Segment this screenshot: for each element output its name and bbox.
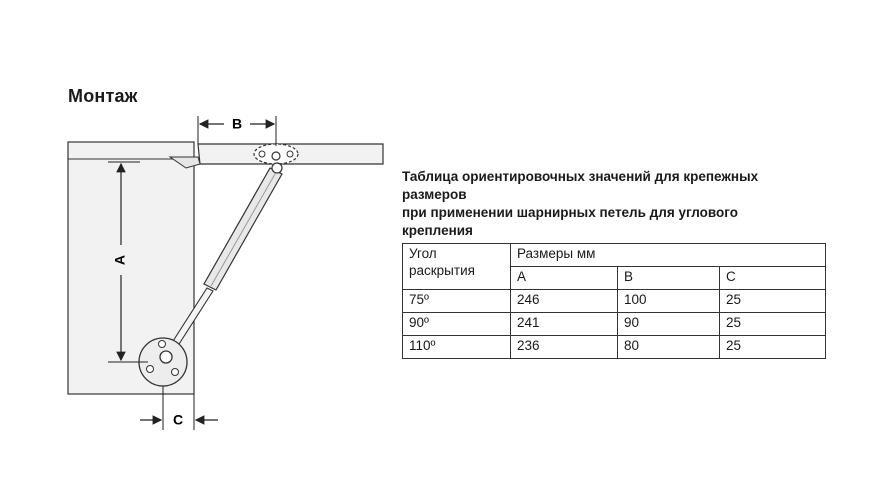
- table-row: [403, 290, 826, 313]
- caption-line: при применении шарнирных петель для углового: [402, 205, 738, 220]
- dim-a-label: A: [111, 254, 128, 266]
- angle-cell: 75º: [403, 290, 511, 313]
- gas-strut-highlight: [211, 174, 275, 286]
- b-cell: 100: [618, 290, 720, 313]
- dim-b-label: B: [231, 115, 243, 132]
- angle-cell: 90º: [403, 313, 511, 336]
- a-cell: 236: [511, 336, 618, 359]
- angle-header-cell: [403, 244, 511, 290]
- c-cell: 25: [720, 313, 826, 336]
- table-row: [403, 313, 826, 336]
- top-bracket-pivot: [272, 152, 280, 160]
- b-cell: 80: [618, 336, 720, 359]
- table-row: [403, 336, 826, 359]
- top-bracket-screw-right: [287, 151, 293, 157]
- bottom-bracket-hole-left: [147, 366, 154, 373]
- caption-line: крепления: [402, 223, 473, 238]
- caption-line: размеров: [402, 187, 467, 202]
- top-bracket-screw-left: [259, 151, 265, 157]
- b-cell: 90: [618, 313, 720, 336]
- c-cell: 25: [720, 290, 826, 313]
- col-a-header: A: [511, 267, 618, 290]
- caption-line: Таблица ориентировочных значений для крепежных: [402, 169, 759, 184]
- bottom-bracket-hole-right: [172, 369, 179, 376]
- page-title: Монтаж: [68, 86, 138, 106]
- angle-header-line2: раскрытия: [409, 263, 475, 278]
- bottom-bracket-hole-top: [159, 341, 166, 348]
- a-cell: 246: [511, 290, 618, 313]
- angle-cell: 110º: [403, 336, 511, 359]
- gas-strut-end: [272, 163, 282, 173]
- bottom-bracket-pivot: [160, 351, 172, 363]
- dimensions-table: [402, 243, 826, 359]
- col-c-header: C: [720, 267, 826, 290]
- sizes-header-cell: Размеры мм: [511, 244, 826, 267]
- table-header-row: [403, 244, 826, 267]
- dim-c-label: C: [172, 411, 184, 428]
- c-cell: 25: [720, 336, 826, 359]
- table-caption: [402, 168, 832, 240]
- col-b-header: B: [618, 267, 720, 290]
- angle-header-line1: Угол: [409, 246, 437, 261]
- a-cell: 241: [511, 313, 618, 336]
